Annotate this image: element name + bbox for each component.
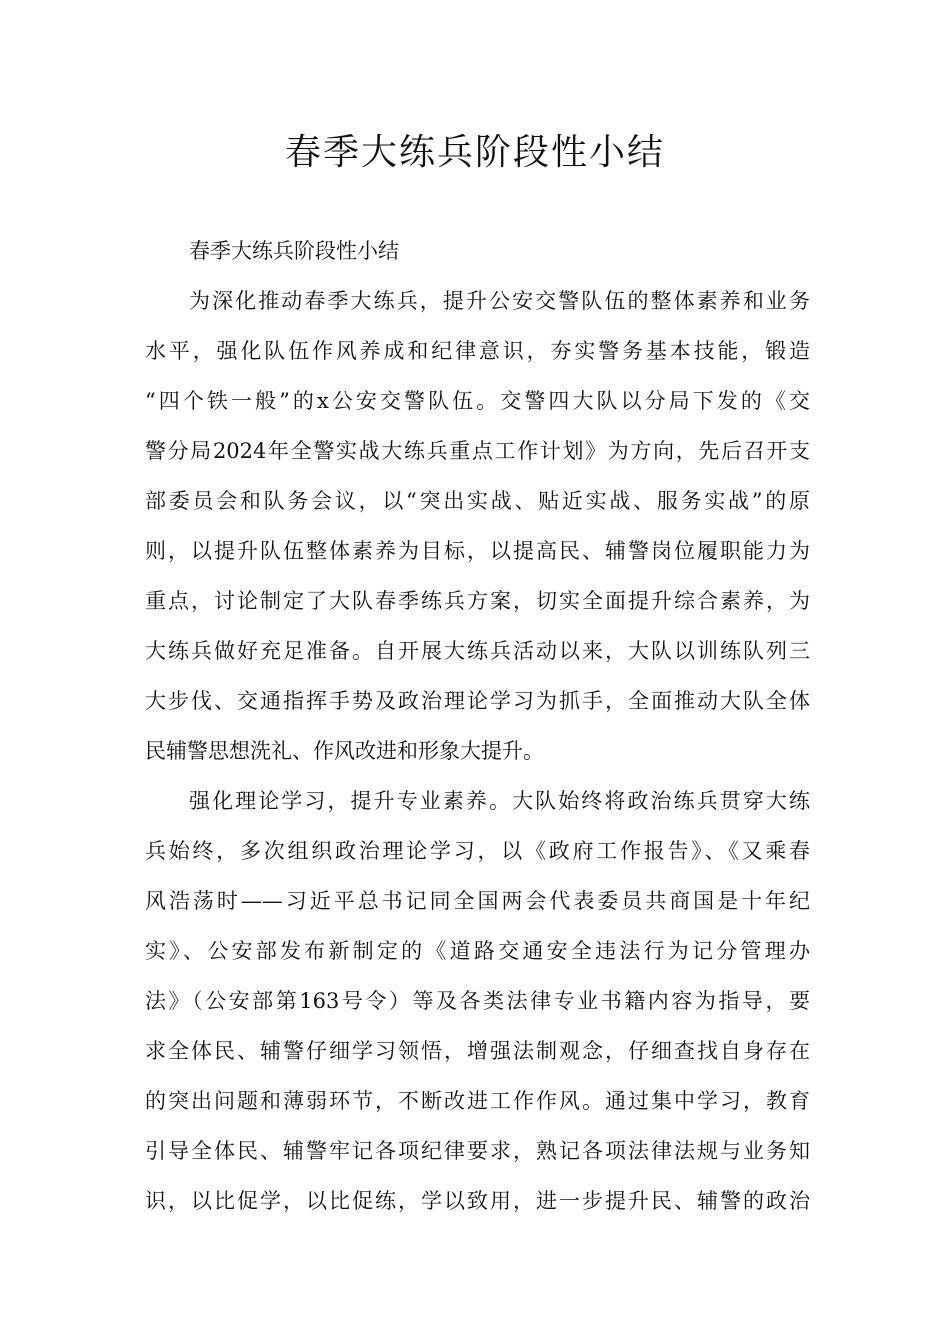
paragraph-1-line-10: 民辅警思想洗礼、作风改进和形象大提升。 <box>145 739 544 763</box>
paragraph-2-line-4: 实》、公安部发布新制定的《道路交通安全违法行为记分管理办 <box>145 939 810 963</box>
paragraph-1-line-3: “四个铁一般”的x公安交警队伍。交警四大队以分局下发的《交 <box>145 389 810 413</box>
paragraph-1-line-6: 则，以提升队伍整体素养为目标，以提高民、辅警岗位履职能力为 <box>145 539 810 563</box>
document-title: 春季大练兵阶段性小结 <box>284 132 665 173</box>
paragraph-1-line-2: 水平，强化队伍作风养成和纪律意识，夯实警务基本技能，锻造 <box>145 339 810 363</box>
paragraph-1-line-8: 大练兵做好充足准备。自开展大练兵活动以来，大队以训练队列三 <box>145 639 810 663</box>
paragraph-1-line-7: 重点，讨论制定了大队春季练兵方案，切实全面提升综合素养，为 <box>145 589 810 613</box>
paragraph-2-line-8: 引导全体民、辅警牢记各项纪律要求，熟记各项法律法规与业务知 <box>145 1139 810 1163</box>
paragraph-2-line-9: 识，以比促学，以比促练，学以致用，进一步提升民、辅警的政治 <box>145 1189 810 1213</box>
body-subtitle-line: 春季大练兵阶段性小结 <box>189 239 399 263</box>
paragraph-1-line-9: 大步伐、交通指挥手势及政治理论学习为抓手，全面推动大队全体 <box>145 689 810 713</box>
paragraph-2-line-7: 的突出问题和薄弱环节，不断改进工作作风。通过集中学习，教育 <box>145 1089 810 1113</box>
paragraph-2-line-3: 风浩荡时——习近平总书记同全国两会代表委员共商国是十年纪 <box>145 889 810 913</box>
paragraph-1-line-1: 为深化推动春季大练兵，提升公安交警队伍的整体素养和业务 <box>189 289 810 313</box>
paragraph-1-line-4: 警分局2024年全警实战大练兵重点工作计划》为方向，先后召开支 <box>145 439 810 463</box>
paragraph-2-line-6: 求全体民、辅警仔细学习领悟，增强法制观念，仔细查找自身存在 <box>145 1039 810 1063</box>
paragraph-2-line-1: 强化理论学习，提升专业素养。大队始终将政治练兵贯穿大练 <box>189 789 810 813</box>
paragraph-2-line-5: 法》（公安部第163号令）等及各类法律专业书籍内容为指导，要 <box>145 989 810 1013</box>
paragraph-2-line-2: 兵始终，多次组织政治理论学习，以《政府工作报告》、《又乘春 <box>145 839 810 863</box>
paragraph-1-line-5: 部委员会和队务会议，以“突出实战、贴近实战、服务实战”的原 <box>145 489 810 513</box>
